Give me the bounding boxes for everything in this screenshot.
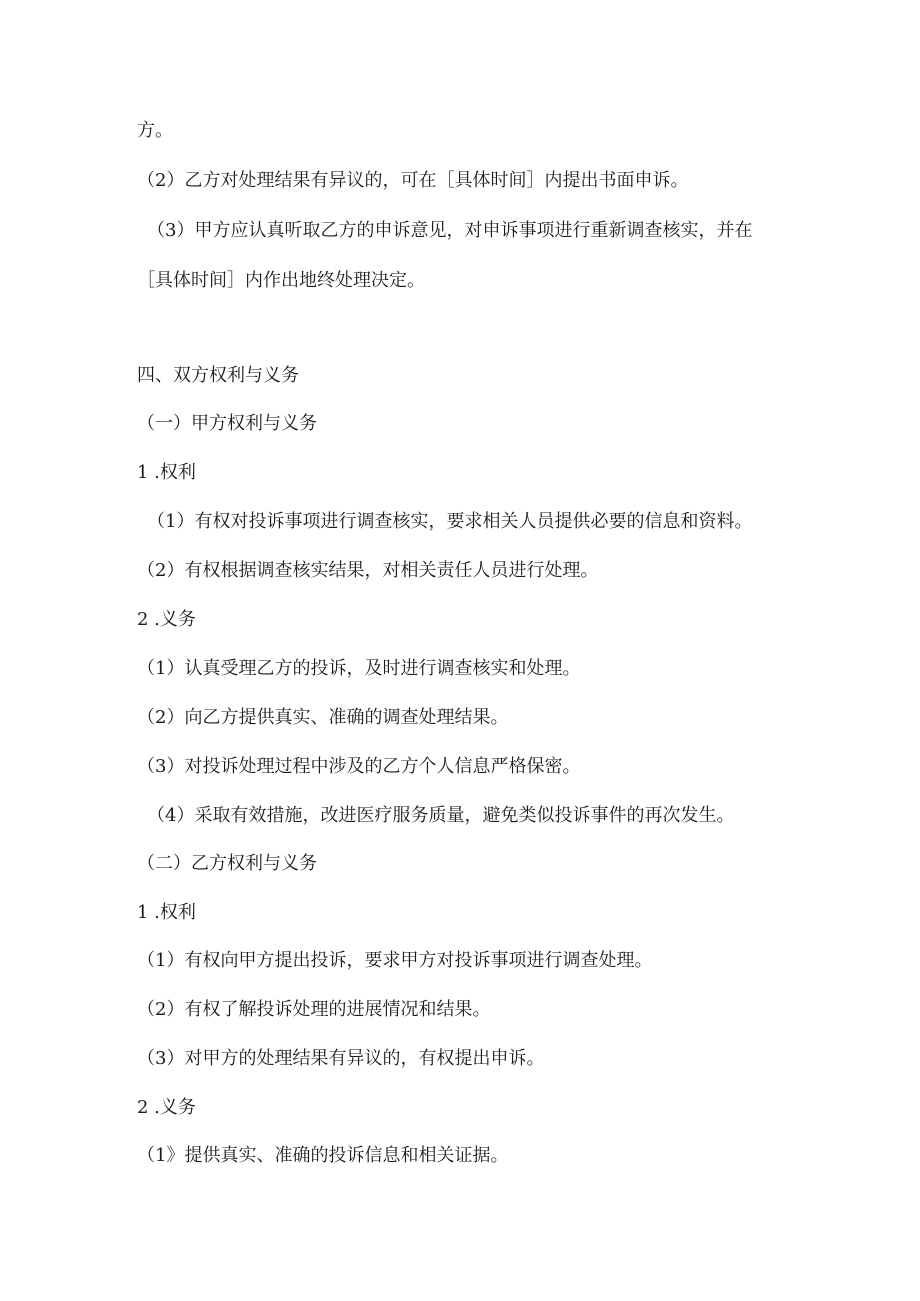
text-line-b-right-2: （2）有权了解投诉处理的进展情况和结果。 <box>137 999 491 1020</box>
text-line-appeal-2: （2）乙方对处理结果有异议的，可在［具体时间］内提出书面申诉。 <box>137 170 689 191</box>
text-line-a-right-1: （1）有权对投诉事项进行调查核实，要求相关人员提供必要的信息和资料。 <box>147 511 753 532</box>
text-line-a-duty-4: （4）采取有效措施，改进医疗服务质量，避免类似投诉事件的再次发生。 <box>147 805 735 826</box>
text-line-appeal-3: （3）甲方应认真听取乙方的申诉意见，对申诉事项进行重新调查核实，并在 <box>147 220 753 241</box>
text-line-appeal-3-cont: ［具体时间］内作出地终处理决定。 <box>137 270 425 291</box>
section-heading-rights-obligations: 四、双方权利与义务 <box>137 365 299 386</box>
text-line-b-right-3: （3）对甲方的处理结果有异议的，有权提出申诉。 <box>137 1048 545 1069</box>
item-heading-obligations: 2 .义务 <box>137 609 196 630</box>
subsection-heading-party-a: （一）甲方权利与义务 <box>137 413 317 434</box>
item-heading-obligations-b: 2 .义务 <box>137 1097 196 1118</box>
text-line-continuation: 方。 <box>137 120 173 141</box>
text-line-b-right-1: （1）有权向甲方提出投诉，要求甲方对投诉事项进行调查处理。 <box>137 950 653 971</box>
text-line-a-duty-1: （1）认真受理乙方的投诉，及时进行调查核实和处理。 <box>137 658 581 679</box>
text-line-a-duty-3: （3）对投诉处理过程中涉及的乙方个人信息严格保密。 <box>137 756 581 777</box>
item-heading-rights-b: 1 .权利 <box>137 902 196 923</box>
subsection-heading-party-b: （二）乙方权利与义务 <box>137 853 317 874</box>
text-line-a-right-2: （2）有权根据调查核实结果，对相关责任人员进行处理。 <box>137 560 599 581</box>
item-heading-rights: 1 .权利 <box>137 462 196 483</box>
text-line-b-duty-1: （1》提供真实、准确的投诉信息和相关证据。 <box>137 1145 509 1166</box>
text-line-a-duty-2: （2）向乙方提供真实、准确的调查处理结果。 <box>137 707 509 728</box>
